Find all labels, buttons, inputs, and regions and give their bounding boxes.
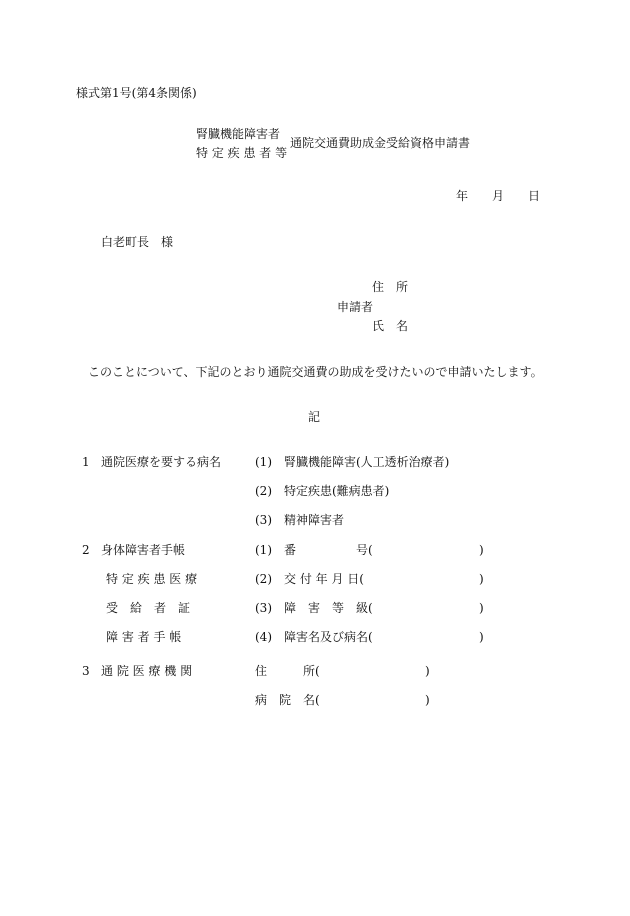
applicant-label: 申請者 [337,300,374,314]
title-prefix-line1: 腎臓機能障害者 [196,127,281,141]
disability-grade-field-close: ) [479,601,484,615]
section2-number: 2 [82,543,90,557]
date-day-label: 日 [528,189,541,203]
page-title: 通院交通費助成金受給資格申請書 [290,136,471,150]
issue-date-field: 交 付 年 月 日( [284,572,364,586]
address-label: 住 所 [372,280,409,294]
section2-field-num: (4) [255,630,272,644]
section1-number: 1 [82,455,90,469]
addressee: 白老町長 様 [101,235,174,249]
section2-label-line: 障 害 者 手 帳 [106,630,182,644]
hospital-name-field-close: ) [425,693,430,707]
request-text: このことについて、下記のとおり通院交通費の助成を受けたいので申請いたします。 [88,365,543,379]
section2-label-line: 受 給 者 証 [106,601,191,615]
section1-option-num: (3) [255,513,272,527]
hospital-address-field: 住 所( [255,664,320,678]
handbook-number-field: 番 号( [284,543,373,557]
section2-field-num: (3) [255,601,272,615]
form-label: 様式第1号(第4条関係) [76,86,197,100]
section1-option-text: 特定疾患(難病患者) [284,484,390,498]
handbook-number-field-close: ) [479,543,484,557]
section3-label: 通 院 医 療 機 関 [101,664,193,678]
disability-name-field: 障害名及び病名( [284,630,373,644]
title-prefix-line2: 特 定 疾 患 者 等 [196,146,288,160]
date-month-label: 月 [492,189,505,203]
disability-grade-field: 障 害 等 級( [284,601,373,615]
name-label: 氏 名 [372,319,409,333]
section1-label: 通院医療を要する病名 [101,455,222,469]
section1-option-num: (2) [255,484,272,498]
disability-name-field-close: ) [479,630,484,644]
section3-number: 3 [82,664,90,678]
date-year-label: 年 [456,189,469,203]
section1-option-text: 腎臓機能障害(人工透析治療者) [284,455,450,469]
issue-date-field-close: ) [479,572,484,586]
section2-field-num: (1) [255,543,272,557]
hospital-name-field: 病 院 名( [255,693,320,707]
section1-option-num: (1) [255,455,272,469]
section1-option-text: 精神障害者 [284,513,345,527]
ki-heading: 記 [308,410,321,424]
section2-label-line: 特 定 疾 患 医 療 [106,572,198,586]
section2-field-num: (2) [255,572,272,586]
section2-label-line: 身体障害者手帳 [101,543,186,557]
hospital-address-field-close: ) [425,664,430,678]
